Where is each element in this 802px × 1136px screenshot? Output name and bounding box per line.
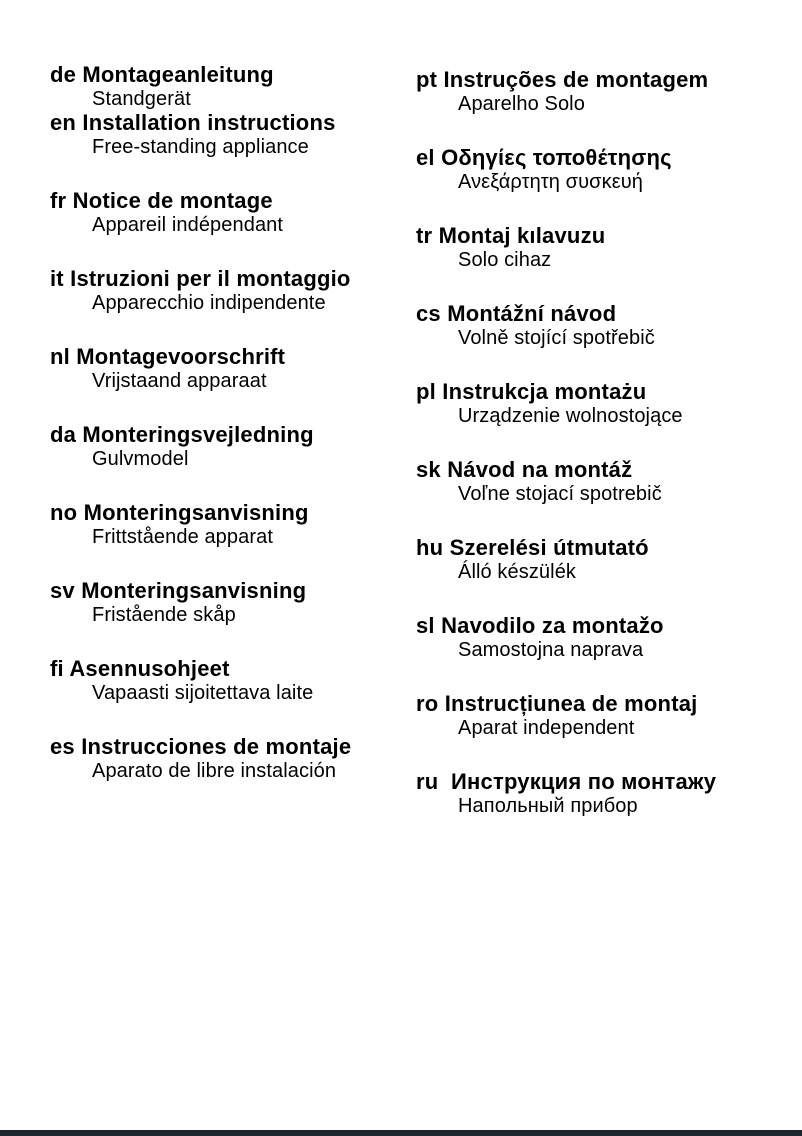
language-entry <box>50 735 400 783</box>
language-entry <box>50 189 400 237</box>
language-code-label: no <box>50 500 78 525</box>
language-entry-title <box>416 224 776 247</box>
language-entry-subtitle: Standgerät <box>92 88 191 110</box>
language-entry <box>50 345 400 393</box>
language-entry <box>50 501 400 549</box>
title-text: Montageanleitung <box>82 62 274 87</box>
language-entry-subtitle: Aparato de libre instalación <box>92 760 337 782</box>
language-code-label: cs <box>416 301 441 326</box>
language-entry <box>416 302 776 350</box>
title-text: Navodilo za montažo <box>441 613 664 638</box>
title-text: Οδηγίες τοποθέτησης <box>441 145 672 170</box>
language-entry-title <box>416 68 776 91</box>
language-entry-subtitle: Aparat independent <box>458 717 635 739</box>
language-entry-subtitle: Frittstående apparat <box>92 526 273 548</box>
language-list-right-column <box>416 68 776 848</box>
language-entry-title <box>50 267 400 290</box>
language-code-label: sl <box>416 613 435 638</box>
language-entry-subtitle: Gulvmodel <box>92 448 189 470</box>
code-title-separator <box>438 769 451 794</box>
title-text: Instrukcja montażu <box>442 379 647 404</box>
language-code-label: fi <box>50 656 64 681</box>
language-entry-title <box>50 63 400 86</box>
title-text: Installation instructions <box>82 110 336 135</box>
language-entry-subtitle: Solo cihaz <box>458 249 552 271</box>
language-entry-subtitle: Vrijstaand apparaat <box>92 370 267 392</box>
title-text: Szerelési útmutató <box>449 535 649 560</box>
language-entry <box>416 380 776 428</box>
title-text: Montagevoorschrift <box>76 344 286 369</box>
title-text: Monteringsanvisning <box>81 578 307 603</box>
title-text: Monteringsvejledning <box>82 422 314 447</box>
language-code-label: en <box>50 110 77 135</box>
language-entry <box>416 692 776 740</box>
language-entry <box>50 657 400 705</box>
language-entry-title <box>50 345 400 368</box>
language-entry-subtitle: Volně stojící spotřebič <box>458 327 655 349</box>
language-entry-subtitle: Aparelho Solo <box>458 93 585 115</box>
language-code-label: de <box>50 62 77 87</box>
language-entry-subtitle: Напольный прибор <box>458 795 638 817</box>
language-entry-title <box>50 111 400 134</box>
language-code-label: pl <box>416 379 436 404</box>
language-entry-subtitle: Fristående skåp <box>92 604 236 626</box>
language-code-label: hu <box>416 535 444 560</box>
language-entry-title <box>416 770 776 793</box>
title-text: Инструкция по монтажу <box>451 769 717 794</box>
language-entry-subtitle: Apparecchio indipendente <box>92 292 326 314</box>
language-entry <box>416 614 776 662</box>
language-code-label: pt <box>416 67 438 92</box>
language-entry-subtitle: Álló készülék <box>458 561 577 583</box>
language-entry-title <box>50 423 400 446</box>
language-entry <box>416 68 776 116</box>
language-code-label: tr <box>416 223 433 248</box>
language-entry <box>416 458 776 506</box>
title-text: Instrucciones de montaje <box>81 734 352 759</box>
language-code-label: fr <box>50 188 67 213</box>
language-entry-subtitle: Vapaasti sijoitettava laite <box>92 682 314 704</box>
language-list-left-column <box>50 63 400 813</box>
language-code-label: es <box>50 734 75 759</box>
title-text: Istruzioni per il montaggio <box>70 266 351 291</box>
language-entry <box>416 536 776 584</box>
language-entry-subtitle: Ανεξάρτητη συσκευή <box>458 171 643 193</box>
language-entry-subtitle: Samostojna naprava <box>458 639 644 661</box>
language-entry-title <box>416 302 776 325</box>
language-entry-title <box>50 189 400 212</box>
language-entry-subtitle: Appareil indépendant <box>92 214 284 236</box>
title-text: Instrucțiunea de montaj <box>444 691 698 716</box>
title-text: Návod na montáž <box>447 457 633 482</box>
language-entry-title <box>416 146 776 169</box>
language-entry <box>50 63 400 111</box>
title-text: Montaj kılavuzu <box>438 223 606 248</box>
language-entry-title <box>416 380 776 403</box>
language-entry-subtitle: Voľne stojací spotrebič <box>458 483 662 505</box>
language-code-label: sv <box>50 578 75 603</box>
language-entry-title <box>416 536 776 559</box>
language-code-label: ro <box>416 691 439 716</box>
language-entry <box>50 267 400 315</box>
language-entry-title <box>50 579 400 602</box>
language-code-label: it <box>50 266 64 291</box>
language-entry-title <box>416 692 776 715</box>
language-code-label: el <box>416 145 435 170</box>
title-text: Instruções de montagem <box>443 67 709 92</box>
language-entry-title <box>416 614 776 637</box>
language-entry <box>50 423 400 471</box>
language-code-label: nl <box>50 344 70 369</box>
language-code-label: sk <box>416 457 441 482</box>
page-bottom-edge-bar <box>0 1130 802 1136</box>
language-entry-title <box>50 501 400 524</box>
language-entry-title <box>50 735 400 758</box>
language-entry <box>416 224 776 272</box>
language-entry <box>416 770 776 818</box>
title-text: Montážní návod <box>447 301 617 326</box>
language-entry-subtitle: Free-standing appliance <box>92 136 309 158</box>
language-code-label: da <box>50 422 77 447</box>
language-entry <box>50 111 400 159</box>
language-code-label: ru <box>416 769 439 794</box>
title-text: Notice de montage <box>72 188 273 213</box>
language-entry <box>416 146 776 194</box>
language-entry <box>50 579 400 627</box>
title-text: Monteringsanvisning <box>83 500 309 525</box>
language-entry-subtitle: Urządzenie wolnostojące <box>458 405 683 427</box>
language-entry-title <box>50 657 400 680</box>
language-entry-title <box>416 458 776 481</box>
title-text: Asennusohjeet <box>69 656 230 681</box>
